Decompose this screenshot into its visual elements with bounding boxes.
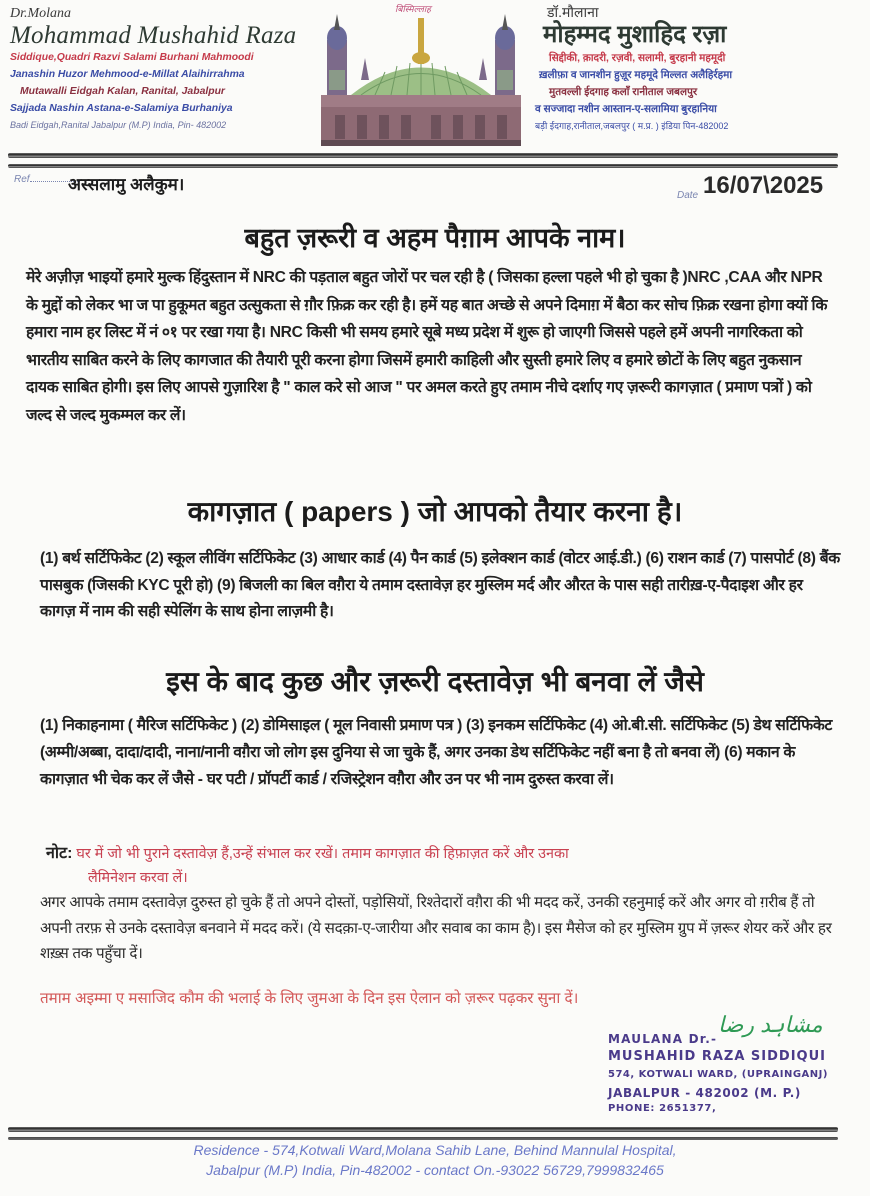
- note-section: [46, 842, 826, 890]
- stamp-phone: PHONE: 2651377,: [608, 1103, 717, 1114]
- papers-heading: कागज़ात ( papers ) जो आपको तैयार करना है।: [187, 496, 683, 527]
- header-divider: [8, 153, 838, 158]
- name-english: Mohammad Mushahid Raza: [10, 22, 297, 49]
- title-hindi: डॉ.मौलाना: [547, 4, 599, 20]
- intro-paragraph: मेरे अज़ीज़ भाइयों हमारे मुल्क हिंदुस्तान में NRC की पड़ताल बहुत जोरों पर चल रही है ( जिसका हल्ला पहले भी हो चुका है )NRC ,CAA और NPR के मुद्दों को लेकर भा ज पा हुकूमत बहुत उत्सुकता से ग़ौर फ़िक्र कर रही है। हमें यह बात अच्छे से अपने दिमाग़ में बैठा कर सोच फ़िक्र रखना होगा क्यों कि हमारा नाम हर लिस्ट में नं ०१ पर रखा गया है। NRC किसी भी समय हमारे सूबे मध्य प्रदेश में शुरू हो जाएगी जिससे पहले हमें अपनी नागरिकता को भारतीय साबित करने के लिए कागजात की तैयारी पूरी करना होगा जिसमें हमारी काहिली और सुस्ती हमारे लिए व हमारे छोटों के लिए बहुत नुकसान दायक साबित होगी। इस लिए आपसे गुज़ारिश है " काल करे सो आज " पर अमल करते हुए तमाम नीचे दर्शाए गए ज़रूरी कागज़ात ( प्रमाण पत्रों ) को जल्द से जल्द मुकम्मल कर लें।: [26, 269, 828, 424]
- imam-appeal: तमाम अइम्मा ए मसाजिद कौम की भलाई के लिए जुमआ के दिन इस ऐलान को ज़रूर पढ़कर सुना दें।: [40, 990, 579, 1007]
- stamp-name: MUSHAHID RAZA SIDDIQUI: [608, 1049, 826, 1064]
- mutawalli-english: Mutawalli Eidgah Kalan, Ranital, Jabalpur: [20, 86, 225, 97]
- more-docs-list: (1) निकाहनामा ( मैरिज सर्टिफिकेट ) (2) डोमिसाइल ( मूल निवासी प्रमाण पत्र ) (3) इनकम सर्टिफिकेट (4) ओ.बी.सी. सर्टिफिकेट (5) डेथ सर्टिफिकेट (अम्मी/अब्बा, दादा/दादी, नाना/नानी वग़ैरा जो लोग इस दुनिया से जा चुके हैं, अगर उनका डेथ सर्टिफिकेट नहीं बना है तो बनवा लें) (6) मकान के कागज़ात भी चेक कर लें जैसे - घर पटी / प्रॉपर्टी कार्ड / रजिस्ट्रेशन वग़ैरा और उन पर भी नाम दुरुस्त करवा लें।: [40, 717, 833, 788]
- successor-english: Janashin Huzor Mehmood-e-Millat Alaihirrahma: [10, 69, 245, 80]
- bismillah-text: बिस्मिल्लाह: [395, 4, 431, 14]
- header-divider-2: [8, 164, 838, 168]
- letterhead-english: [10, 6, 320, 134]
- official-stamp: [608, 1030, 858, 1116]
- main-heading: बहुत ज़रूरी व अहम पैग़ाम आपके नाम।: [244, 223, 626, 253]
- date-value: 16/07\2025: [703, 172, 824, 199]
- name-hindi: मोहम्मद मुशाहिद रज़ा: [543, 21, 727, 48]
- sajjada-english: Sajjada Nashin Astana-e-Salamiya Burhaniya: [10, 103, 233, 114]
- sajjada-hindi: व सज्जादा नशीन आस्तान-ए-सलामिया बुरहानिया: [535, 104, 717, 115]
- note-text-continued: लैमिनेशन करवा लें।: [88, 870, 188, 886]
- footer-line-2: Jabalpur (M.P) India, Pin-482002 - contact On.-93022 56729,7999832465: [206, 1162, 664, 1178]
- stamp-title: MAULANA Dr.-: [608, 1032, 718, 1046]
- greeting: अस्सलामु अलैकुम।: [68, 175, 185, 194]
- signature: مشاہد رضا: [718, 1012, 823, 1037]
- footer-address: [0, 1140, 870, 1180]
- papers-list: (1) बर्थ सर्टिफिकेट (2) स्कूल लीविंग सर्टिफिकेट (3) आधार कार्ड (4) पैन कार्ड (5) इलेक्शन कार्ड (वोटर आई.डी.) (6) राशन कार्ड (7) पासपोर्ट (8) बैंक पासबुक (जिसकी KYC पूरी हो) (9) बिजली का बिल वग़ैरा ये तमाम दस्तावेज़ हर मुस्लिम मर्द और औरत के पास सही तारीख़-ए-पैदाइश और हर कागज़ में नाम की सही स्पेलिंग के साथ होना लाज़मी है।: [40, 550, 840, 620]
- mosque-illustration: [315, 0, 527, 150]
- letterhead: [0, 0, 870, 152]
- note-label: नोट:: [46, 845, 73, 862]
- note-text: घर में जो भी पुराने दस्तावेज़ हैं,उन्हें संभाल कर रखें। तमाम कागज़ात की हिफ़ाज़त करें और उनका: [76, 846, 569, 862]
- closing-paragraph: अगर आपके तमाम दस्तावेज़ दुरुस्त हो चुके हैं तो अपने दोस्तों, पड़ोसियों, रिश्तेदारों वग़ैरा की भी मदद करें, उनकी रहनुमाई करें और अगर वो ग़रीब हैं तो अपनी तरफ़ से उनके दस्तावेज़ बनवाने में मदद करें। (ये सदक़ा-ए-जारीया और सवाब का काम है)। इस मैसेज को हर मुस्लिम ग्रुप में ज़रूर शेयर करें और हर शख़्स तक पहुँचा दें।: [40, 894, 832, 962]
- stamp-address: 574, KOTWALI WARD, (UPRAINGANJ): [608, 1069, 828, 1080]
- lineage-hindi: सिद्दीकी, क़ादरी, रज़वी, सलामी, बुरहानी महमूदी: [549, 53, 726, 64]
- address-hindi: बड़ी ईदगाह,रानीताल,जबलपुर ( म.प्र. ) इंडिया पिन-482002: [535, 121, 729, 131]
- successor-hindi: ख़लीफ़ा व जानशीन हुज़ूर महमूदे मिल्लत अलैहिर्रहमा: [539, 70, 733, 81]
- letterhead-hindi: [535, 4, 865, 135]
- stamp-city: JABALPUR - 482002 (M. P.): [608, 1086, 802, 1100]
- more-docs-heading: इस के बाद कुछ और ज़रूरी दस्तावेज़ भी बनवा लें जैसे: [166, 666, 704, 697]
- ref-label: Ref: [14, 174, 30, 185]
- address-english: Badi Eidgah,Ranital Jabalpur (M.P) India, Pin- 482002: [10, 120, 227, 130]
- date-label: Date: [677, 190, 699, 201]
- lineage-english: Siddique,Quadri Razvi Salami Burhani Mahmoodi: [10, 52, 254, 63]
- footer-divider: [8, 1127, 838, 1132]
- mutawalli-hindi: मुतवल्ली ईदगाह कलाँ रानीताल जबलपुर: [549, 87, 698, 98]
- footer-line-1: Residence - 574,Kotwali Ward,Molana Sahib Lane, Behind Mannulal Hospital,: [193, 1142, 677, 1158]
- title-english: Dr.Molana: [10, 6, 72, 21]
- mosque-icon: [315, 0, 527, 150]
